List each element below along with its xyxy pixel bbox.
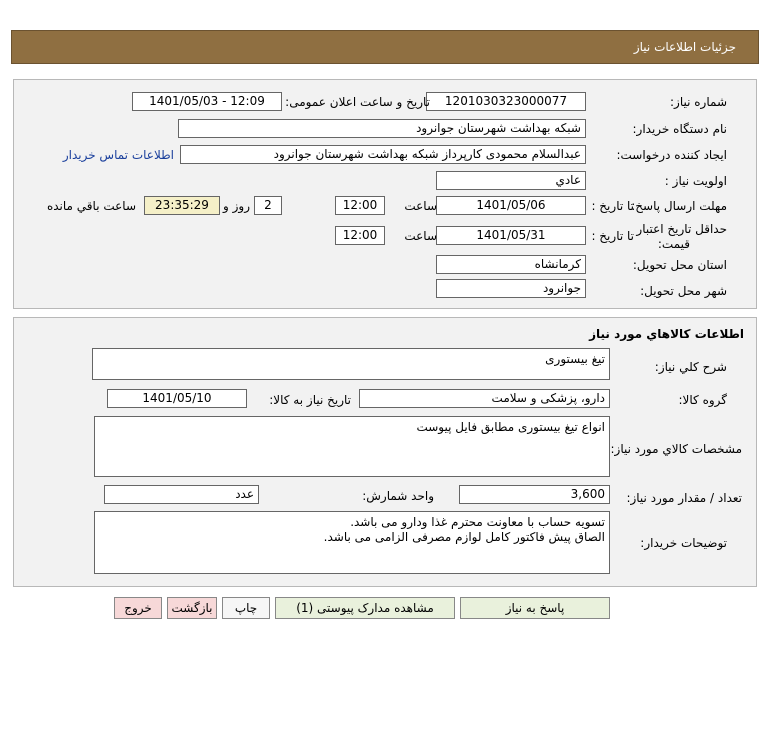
announce-label: تاریخ و ساعت اعلان عمومی:	[285, 95, 430, 109]
specs-label: مشخصات کالاي مورد نياز:	[610, 442, 742, 456]
need-date-label: تاریخ نیاز به کالا:	[269, 393, 351, 407]
attachments-button[interactable]: مشاهده مدارک پیوستی (1)	[275, 597, 455, 619]
need-number-field: 1201030323000077	[426, 92, 586, 111]
qty-label: تعداد / مقدار مورد نیاز:	[626, 491, 742, 505]
summary-field: تیغ بیستوری	[92, 348, 610, 380]
need-date-field: 1401/05/10	[107, 389, 247, 408]
specs-field: انواع تیغ بیستوری مطابق فایل پیوست	[94, 416, 610, 477]
exit-button[interactable]: خروج	[114, 597, 162, 619]
priority-label: اولویت نیاز :	[664, 174, 727, 188]
back-button[interactable]: بازگشت	[167, 597, 217, 619]
city-label: شهر محل تحویل:	[640, 284, 727, 298]
validity-label-line2: قیمت:	[657, 237, 690, 251]
validity-date-field: 1401/05/31	[436, 226, 586, 245]
reply-button[interactable]: پاسخ به نیاز	[460, 597, 610, 619]
buyer-org-field: شبکه بهداشت شهرستان جوانرود	[178, 119, 586, 138]
deadline-until-label: تا تاریخ :	[591, 199, 634, 213]
unit-field: عدد	[104, 485, 259, 504]
group-label: گروه کالا:	[678, 393, 727, 407]
remaining-word: ساعت باقي مانده	[46, 199, 136, 213]
need-info-panel	[13, 79, 757, 309]
page-title: جزئیات اطلاعات نیاز	[633, 40, 736, 54]
deadline-label: مهلت ارسال پاسخ:	[631, 199, 727, 213]
unit-label: واحد شمارش:	[362, 489, 434, 503]
remaining-time-field: 23:35:29	[144, 196, 220, 215]
deadline-date-field: 1401/05/06	[436, 196, 586, 215]
creator-label: ایجاد کننده درخواست:	[616, 148, 727, 162]
notes-field: تسویه حساب با معاونت محترم غذا ودارو می باشد. الصاق پیش فاکتور کامل لوازم مصرفی الزامی می باشد.	[94, 511, 610, 574]
announce-field: 1401/05/03 - 12:09	[132, 92, 282, 111]
buyer-org-label: نام دستگاه خریدار:	[632, 122, 727, 136]
city-field: جوانرود	[436, 279, 586, 298]
validity-time-label: ساعت	[404, 229, 437, 243]
creator-field: عبدالسلام محمودی کارپرداز شبکه بهداشت شهرستان جوانرود	[180, 145, 586, 164]
goods-section-title: اطلاعات کالاهاي مورد نياز	[589, 327, 744, 341]
province-field: کرمانشاه	[436, 255, 586, 274]
qty-field: 3,600	[459, 485, 610, 504]
buyer-contact-link[interactable]: اطلاعات تماس خریدار	[62, 148, 174, 162]
notes-label: توضیحات خریدار:	[640, 536, 727, 550]
deadline-time-label: ساعت	[404, 199, 437, 213]
summary-label: شرح کلي نياز:	[654, 360, 727, 374]
page-header	[11, 30, 759, 64]
goods-info-panel	[13, 317, 757, 587]
deadline-time-field: 12:00	[335, 196, 385, 215]
group-field: دارو، پزشکی و سلامت	[359, 389, 610, 408]
print-button[interactable]: چاپ	[222, 597, 270, 619]
validity-label-line1: حداقل تاریخ اعتبار	[636, 222, 727, 236]
province-label: استان محل تحویل:	[632, 258, 727, 272]
priority-field: عادي	[436, 171, 586, 190]
days-remaining-field: 2	[254, 196, 282, 215]
days-word: روز و	[223, 199, 250, 213]
validity-until-label: تا تاریخ :	[591, 229, 634, 243]
need-number-label: شماره نیاز:	[670, 95, 727, 109]
validity-time-field: 12:00	[335, 226, 385, 245]
